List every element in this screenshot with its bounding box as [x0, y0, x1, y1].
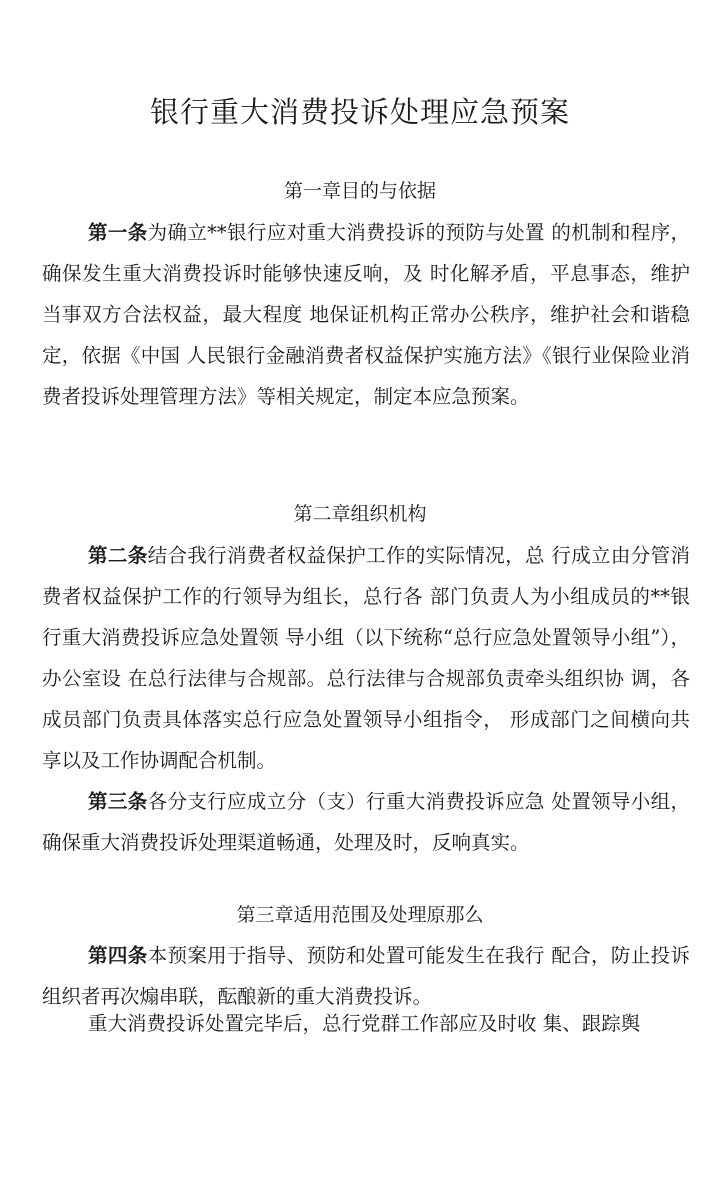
article-text: 结合我行消费者权益保护工作的实际情况，总 行成立由分管消费者权益保护工作的行领导为组长，总行各 部门负责人为小组成员的**银行重大消费投诉应急处置领 导小组（以下统称“总行应急处置领导小组”），办公室设 在总行法律与合规部。总行法律与合规部负责牵头组织协 调，各成员部门负责具体落实总行应急处置领导小组指令， 形成部门之间横向共享以及工作协调配合机制。 — [42, 544, 690, 772]
paragraph-continuation — [42, 1003, 690, 1044]
document-title: 银行重大消费投诉处理应急预案 — [149, 95, 570, 129]
article-2 — [42, 535, 690, 781]
article-lead: 第二条 — [88, 544, 148, 567]
article-text: 本预案用于指导、预防和处置可能发生在我行 配合，防止投诉组织者再次煽串联，酝酿新的重大消费投诉。 — [42, 944, 690, 1008]
chapter-heading-1: 第一章目的与依据 — [283, 180, 436, 202]
article-text: 为确立**银行应对重大消费投诉的预防与处置 的机制和程序，确保发生重大消费投诉时能够快速反响，及 时化解矛盾，平息事态，维护当事双方合法权益，最大程度 地保证机构正常办公秩序，维护社会和谐稳定，依据《中国 人民银行金融消费者权益保护实施方法》《银行业保险业消 费者投诉处理管理方法》等相关规定，制定本应急预案。 — [42, 221, 690, 408]
article-lead: 第三条 — [88, 790, 148, 813]
chapter-heading-3: 第三章适用范围及处理原那么 — [236, 904, 484, 926]
article-1 — [42, 212, 690, 417]
paragraph-text: 重大消费投诉处置完毕后，总行党群工作部应及时收 集、跟踪舆 — [88, 1012, 641, 1035]
article-text: 各分支行应成立分（支）行重大消费投诉应急 处置领导小组，确保重大消费投诉处理渠道畅通，处理及时，反响真实。 — [42, 790, 690, 854]
article-3 — [42, 781, 690, 863]
article-lead: 第一条 — [88, 221, 148, 244]
chapter-heading-2: 第二章组织机构 — [293, 503, 427, 525]
article-lead: 第四条 — [88, 944, 148, 967]
